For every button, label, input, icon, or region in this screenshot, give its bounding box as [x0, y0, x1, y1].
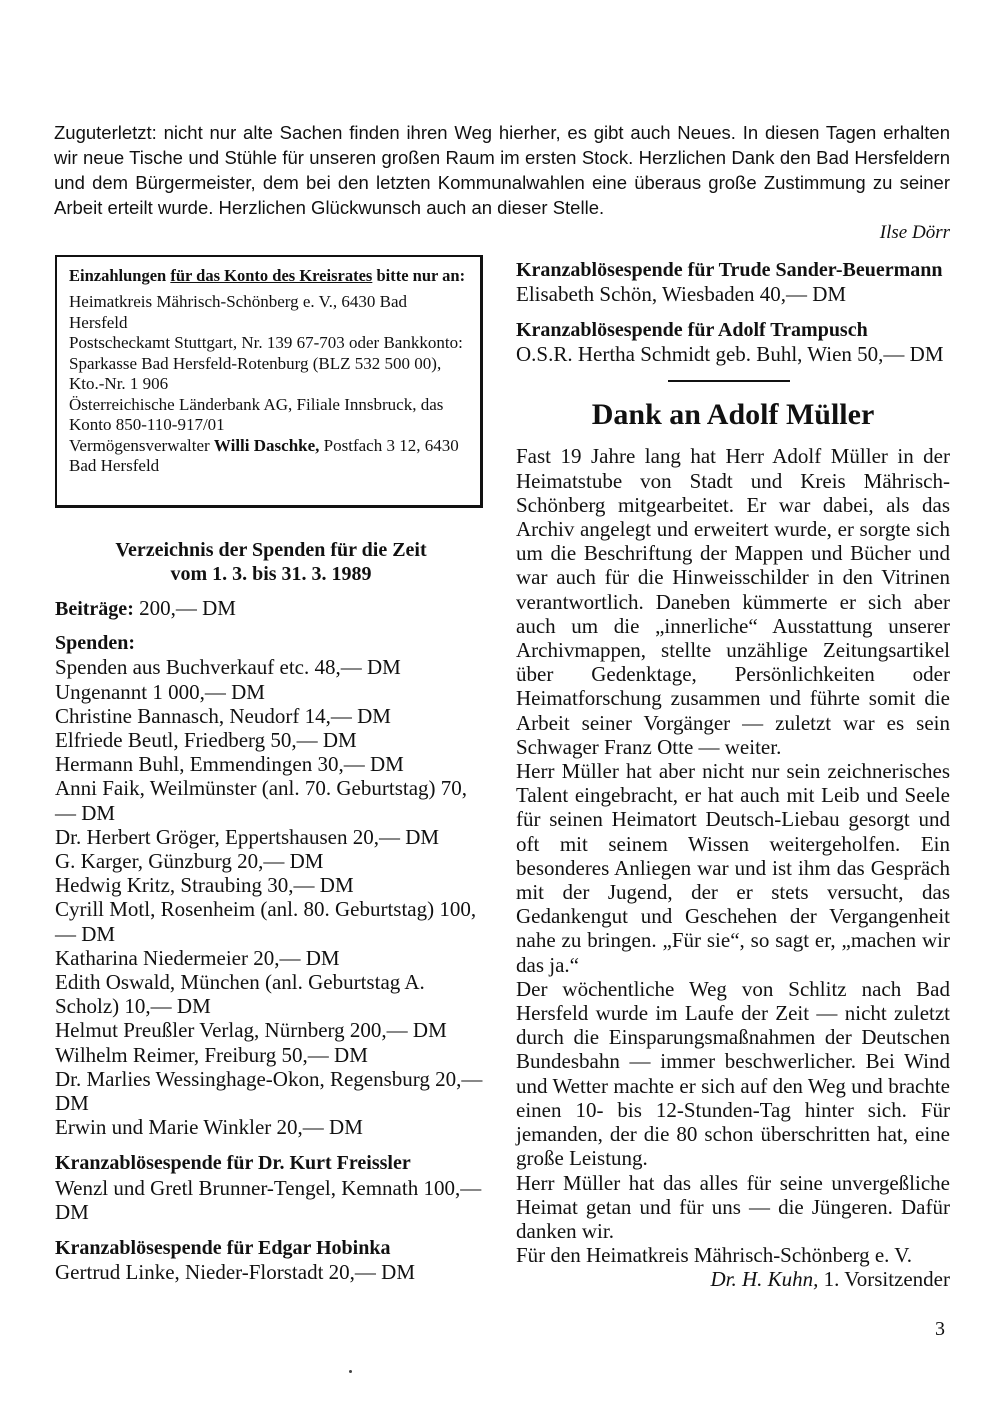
kranz3-text: Elisabeth Schön, Wiesbaden 40,— DM — [516, 282, 847, 306]
donation-item: Hermann Buhl, Emmendingen 30,— DM — [55, 752, 404, 777]
bank-line-manager — [69, 436, 468, 477]
bank-box-heading — [69, 265, 468, 286]
article-paragraph: Fast 19 Jahre lang hat Herr Adolf Müller in der Heimatstube von Stadt und Kreis Mährisch-Schönberg mitgearbeitet. Er war dabei, als das Archiv angelegt und erweitert wurde, er sorgte sich um die Beschriftung der Mappen und Bücher und war auch für die Hinweisschilder in den Vitrinen verantwortlich. Daneben kümmerte er sich aber auch um die „innerliche“ Ausstattung unserer Archivmappen, stellte unzählige Zeitungsartikel über Gedenktage, Persönlichkeiten oder Heimatforschung zusammen und führte somit die Arbeit seiner Vorgänger — zuletzt war es sein Schwager Franz Otte — weiter. — [516, 444, 950, 759]
donation-item: Edith Oswald, München (anl. Geburtstag A. Scholz) 10,— DM — [55, 970, 425, 1019]
manager-address: Postfach 3 12, 6430 Bad Hersfeld — [69, 435, 459, 475]
kranz4-heading: Kranzablösespende für Adolf Trampusch — [516, 319, 868, 342]
manager-name: Willi Daschke, — [213, 435, 320, 455]
article-paragraph: Herr Müller hat aber nicht nur sein zeichnerisches Talent eingebracht, er hat auch mit Leib und Seele für seinen Heimatort Deutsch-Liebau gesorgt und oft mit seinem Wissen weitergeholfen. Ein besonderes Anliegen war und ist ihm das Gespräch mit der Jugend, der er stets versucht, das Gedankengut und Geschehen der Vergangenheit nahe zu bringen. „Für sie“, so sagt er, „machen wir das ja.“ — [516, 759, 950, 977]
section-divider — [668, 380, 790, 382]
beitraege-row — [55, 596, 487, 621]
print-speck — [349, 1370, 352, 1373]
donation-item: G. Karger, Günzburg 20,— DM — [55, 849, 324, 874]
bank-line: Österreichische Länderbank AG, Filiale Innsbruck, das Konto 850-110-917/01 — [69, 394, 444, 434]
signature-role: 1. Vorsitzender — [823, 1267, 950, 1292]
signature-name: Dr. H. Kuhn, — [710, 1267, 819, 1292]
bank-line: Heimatkreis Mährisch-Schönberg e. V., 6430 Bad Hersfeld — [69, 292, 408, 332]
bank-head-part1: Einzahlungen — [69, 266, 167, 285]
donation-item: Dr. Herbert Gröger, Eppertshausen 20,— DM — [55, 824, 440, 849]
page-number: 3 — [935, 1318, 945, 1340]
donation-item: Elfriede Beutl, Friedberg 50,— DM — [55, 728, 357, 753]
donations-title-line2: vom 1. 3. bis 31. 3. 1989 — [170, 563, 372, 585]
donation-item: Helmut Preußler Verlag, Nürnberg 200,— DM — [55, 1018, 447, 1043]
donations-column — [55, 538, 487, 1284]
donation-item: Katharina Niedermeier 20,— DM — [55, 945, 340, 970]
article-signature — [516, 1267, 950, 1291]
donation-item: Hedwig Kritz, Straubing 30,— DM — [55, 873, 354, 898]
donation-item: Anni Faik, Weilmünster (anl. 70. Geburtstag) 70,— DM — [55, 776, 468, 825]
right-column — [516, 258, 950, 1292]
article-paragraph: Herr Müller hat das alles für seine unvergeßliche Heimat getan und für uns — die Jüngeren. Dafür danken wir. — [516, 1170, 950, 1243]
intro-signature: Ilse Dörr — [879, 222, 950, 243]
bank-head-part2: für das Konto des Kreisrates — [170, 266, 373, 285]
beitraege-label: Beiträge: — [55, 598, 134, 620]
kranz3-heading: Kranzablösespende für Trude Sander-Beuermann — [516, 259, 943, 281]
manager-prefix: Vermögensverwalter — [69, 435, 210, 455]
intro-section — [54, 120, 950, 245]
article-closing: Für den Heimatkreis Mährisch-Schönberg e. V. — [516, 1243, 913, 1268]
donation-item: Ungenannt 1 000,— DM — [55, 679, 265, 704]
donation-item: Christine Bannasch, Neudorf 14,— DM — [55, 703, 391, 728]
bank-line: Postscheckamt Stuttgart, Nr. 139 67-703 oder Bankkonto: Sparkasse Bad Hersfeld-Rotenburg (BLZ 532 500 00), Kto.-Nr. 1 906 — [69, 333, 463, 393]
beitraege-value: 200,— DM — [139, 596, 236, 620]
donations-title-line1: Verzeichnis der Spenden für die Zeit — [115, 539, 427, 561]
kranz1-text: Wenzl und Gretl Brunner-Tengel, Kemnath 100,— DM — [55, 1175, 482, 1224]
kranz2-text: Gertrud Linke, Nieder-Florstadt 20,— DM — [55, 1260, 416, 1285]
intro-paragraph: Zuguterletzt: nicht nur alte Sachen finden ihren Weg hierher, es gibt auch Neues. In diesen Tagen erhalten wir neue Tische und Stühle für unseren großen Raum im ersten Stock. Herzlichen Dank den Bad Hersfeldern und dem Bürgermeister, dem bei den letzten Kommunalwahlen eine überaus große Zustimmung zu seiner Arbeit erteilt wurde. Herzlichen Glückwunsch auch an dieser Stelle. — [54, 122, 950, 218]
donation-item: Cyrill Motl, Rosenheim (anl. 80. Geburtstag) 100,— DM — [55, 897, 477, 946]
article-title: Dank an Adolf Müller — [591, 398, 875, 432]
donation-item: Dr. Marlies Wessinghage-Okon, Regensburg 20,— DM — [55, 1066, 483, 1116]
kranz2-heading: Kranzablösespende für Edgar Hobinka — [55, 1237, 391, 1260]
donation-item: Wilhelm Reimer, Freiburg 50,— DM — [55, 1042, 368, 1067]
kranz1-heading: Kranzablösespende für Dr. Kurt Freissler — [55, 1152, 411, 1175]
bank-info-box — [55, 255, 483, 508]
kranz4-text: O.S.R. Hertha Schmidt geb. Buhl, Wien 50,— DM — [516, 342, 944, 367]
bank-head-part3: bitte nur an: — [376, 266, 466, 285]
spenden-label: Spenden: — [55, 632, 136, 655]
article-paragraph: Der wöchentliche Weg von Schlitz nach Bad Hersfeld wurde im Laufe der Zeit — nicht zuletzt durch die Einsparungsmaßnahmen der Deutschen Bundesbahn — immer beschwerlicher. Bei Wind und Wetter machte er sich auf den Weg und brachte einen 10- bis 12-Stunden-Tag hinter sich. Für jemanden, der die 80 schon überschritten hat, eine große Leistung. — [516, 976, 950, 1171]
donation-item: Spenden aus Buchverkauf etc. 48,— DM — [55, 655, 401, 680]
donation-item: Erwin und Marie Winkler 20,— DM — [55, 1115, 363, 1140]
